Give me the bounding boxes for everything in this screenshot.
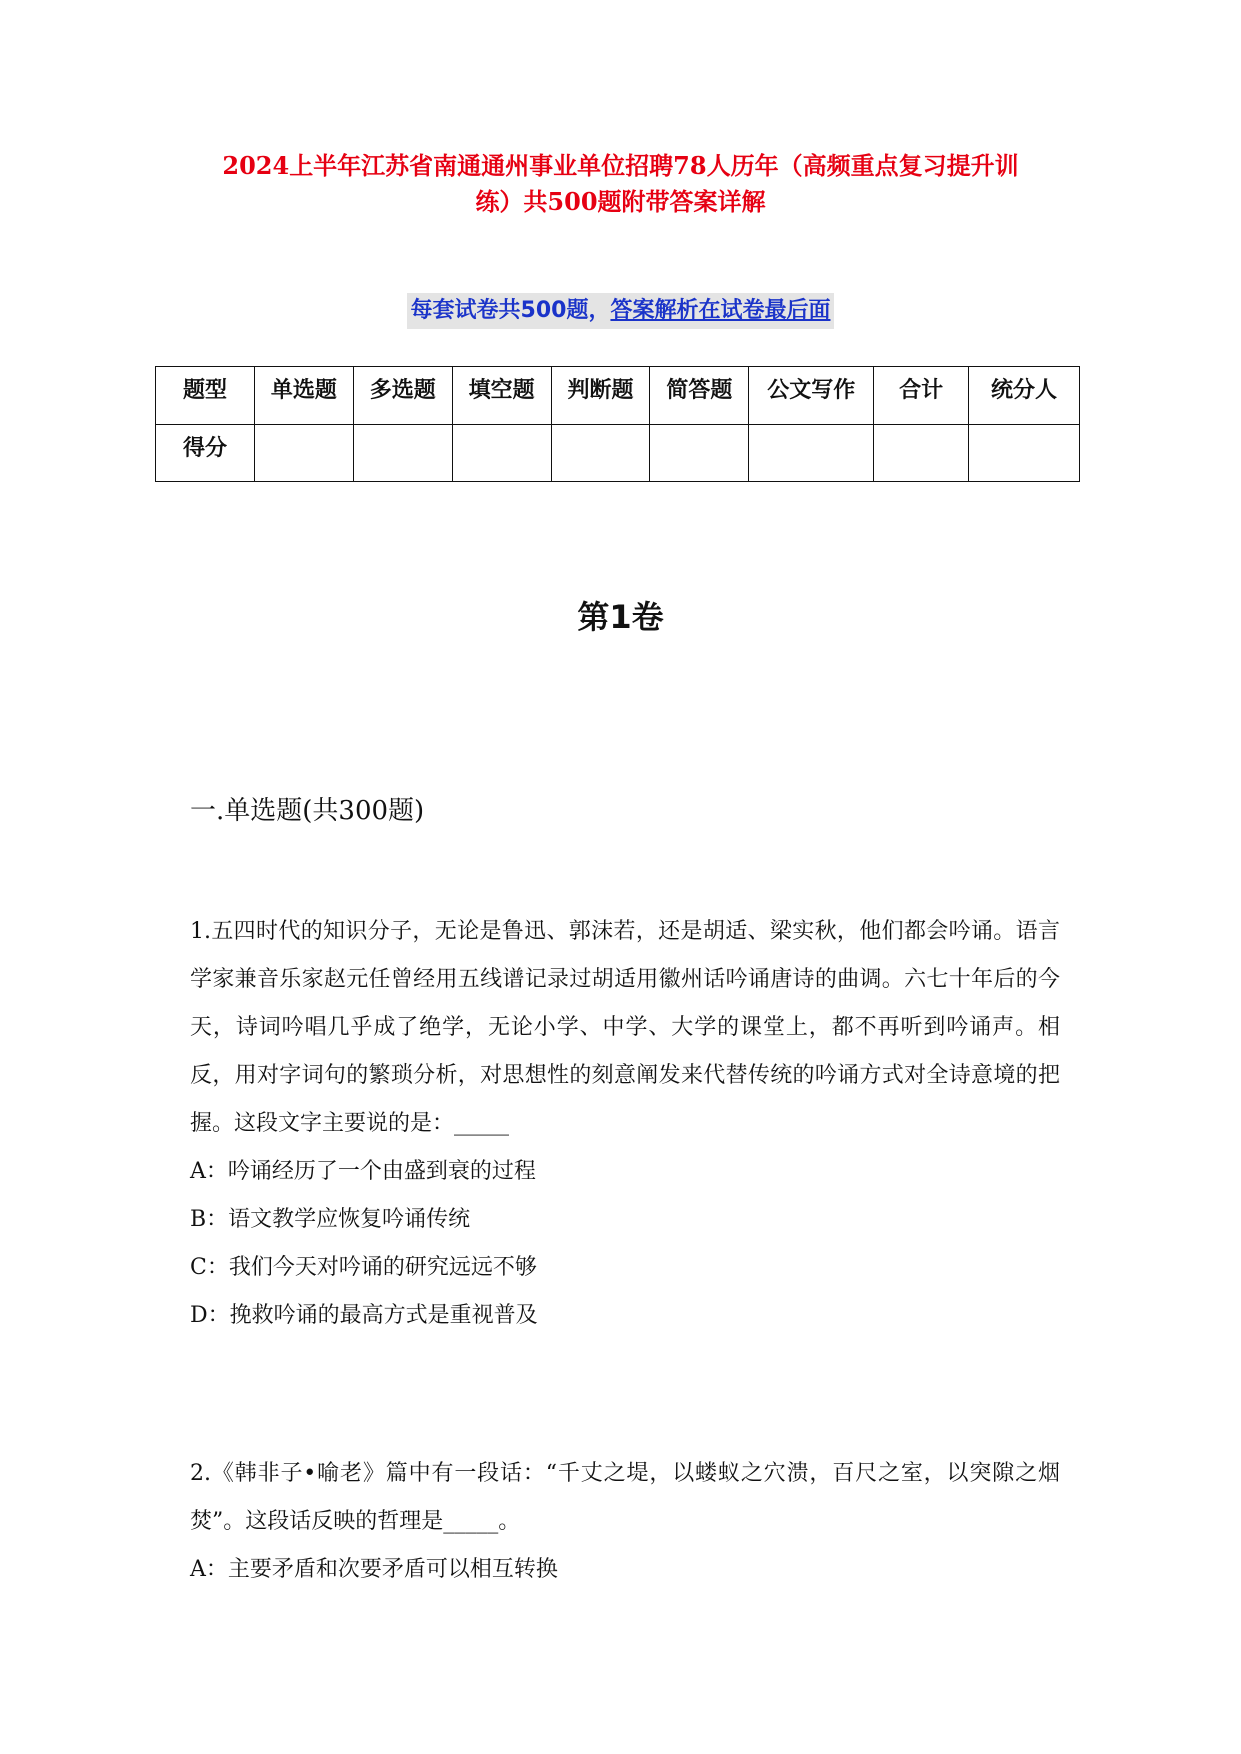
option-c: C：我们今天对吟诵的研究远远不够 — [190, 1255, 537, 1280]
score-table-score-row — [156, 425, 1080, 482]
header-cell: 判断题 — [551, 367, 650, 425]
header-cell: 简答题 — [650, 367, 749, 425]
header-cell: 多选题 — [353, 367, 452, 425]
section-title: 一.单选题(共300题) — [190, 796, 425, 826]
header-cell: 公文写作 — [749, 367, 874, 425]
score-cell — [749, 425, 874, 482]
notice-text — [407, 293, 835, 329]
volume-title: 第1卷 — [577, 598, 664, 636]
score-cell — [254, 425, 353, 482]
score-cell — [551, 425, 650, 482]
option-b: B：语文教学应恢复吟诵传统 — [190, 1207, 471, 1232]
header-cell: 题型 — [156, 367, 255, 425]
score-row-label: 得分 — [156, 425, 255, 482]
question-stem: 1.五四时代的知识分子，无论是鲁迅、郭沫若，还是胡适、梁实秋，他们都会吟诵。语言学家兼音乐家赵元任曾经用五线谱记录过胡适用徽州话吟诵唐诗的曲调。六七十年后的今天，诗词吟唱几乎成了绝学，无论小学、中学、大学的课堂上，都不再听到吟诵声。相反，用对字词句的繁琐分析，对思想性的刻意阐发来代替传统的吟诵方式对全诗意境的把握。这段文字主要说的是：_____ — [190, 919, 1060, 1136]
question-1 — [190, 908, 1060, 1340]
notice-banner — [0, 293, 1241, 329]
header-cell: 合计 — [874, 367, 969, 425]
notice-part-1: 每套试卷共500题， — [410, 298, 611, 323]
score-cell — [650, 425, 749, 482]
header-cell: 单选题 — [254, 367, 353, 425]
option-a: A：主要矛盾和次要矛盾可以相互转换 — [190, 1557, 558, 1582]
title-line-1: 2024上半年江苏省南通通州事业单位招聘78人历年（高频重点复习提升训 — [222, 151, 1019, 180]
question-2 — [190, 1450, 1060, 1594]
header-cell: 填空题 — [452, 367, 551, 425]
header-cell: 统分人 — [969, 367, 1080, 425]
score-cell — [969, 425, 1080, 482]
score-cell — [353, 425, 452, 482]
notice-part-2: 答案解析在试卷最后面 — [610, 298, 831, 323]
score-cell — [452, 425, 551, 482]
score-cell — [874, 425, 969, 482]
document-title — [180, 148, 1061, 220]
option-d: D：挽救吟诵的最高方式是重视普及 — [190, 1303, 538, 1328]
question-stem: 2.《韩非子•喻老》篇中有一段话：“千丈之堤，以蝼蚁之穴溃，百尺之室，以突隙之烟焚”。这段话反映的哲理是_____。 — [190, 1461, 1060, 1534]
score-table — [155, 366, 1080, 482]
option-a: A：吟诵经历了一个由盛到衰的过程 — [190, 1159, 536, 1184]
score-table-header-row — [156, 367, 1080, 425]
title-line-2: 练）共500题附带答案详解 — [475, 187, 766, 216]
